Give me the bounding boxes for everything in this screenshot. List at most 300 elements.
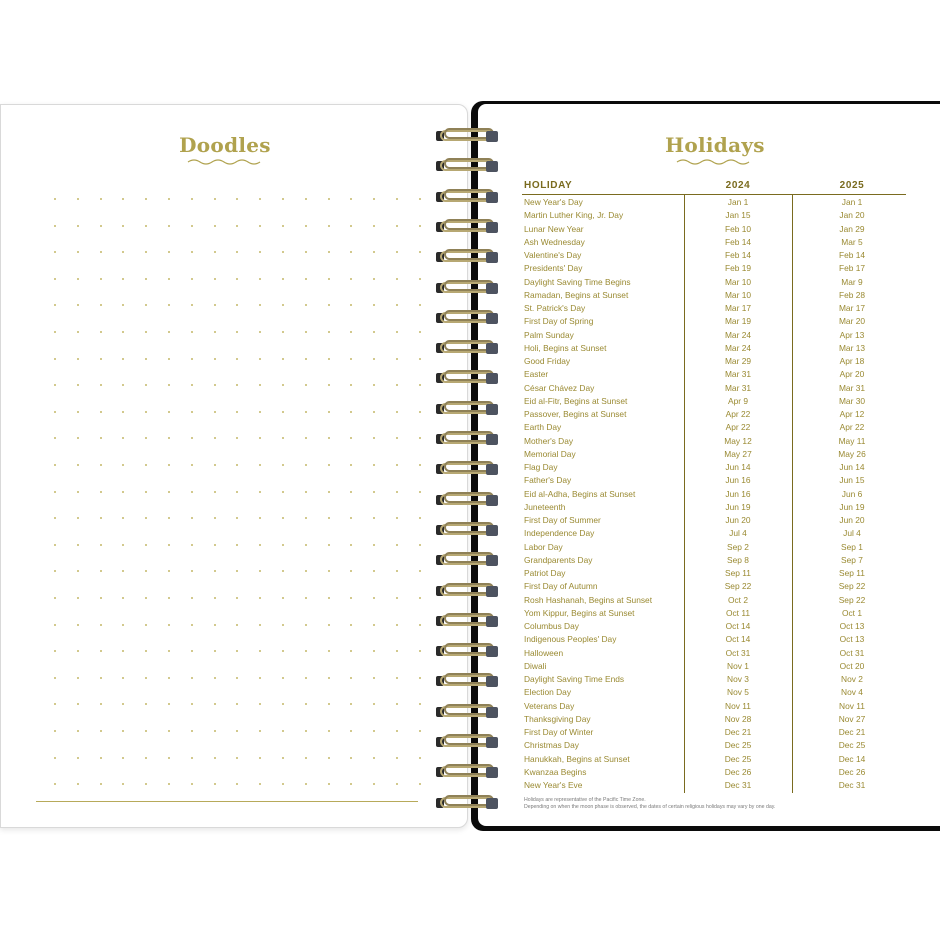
grid-dot xyxy=(214,251,216,253)
grid-dot xyxy=(373,304,375,306)
grid-dot xyxy=(77,677,79,679)
grid-dot xyxy=(328,278,330,280)
date-2025: Dec 21 xyxy=(838,727,866,737)
grid-dot xyxy=(419,225,421,227)
grid-dot xyxy=(145,464,147,466)
grid-dot xyxy=(419,730,421,732)
spiral-ring xyxy=(432,550,500,570)
grid-dot xyxy=(259,358,261,360)
grid-dot xyxy=(328,331,330,333)
grid-dot xyxy=(373,517,375,519)
grid-dot xyxy=(122,703,124,705)
grid-dot xyxy=(282,251,284,253)
table-row xyxy=(522,475,906,488)
grid-dot xyxy=(54,411,56,413)
grid-dot xyxy=(54,757,56,759)
grid-dot xyxy=(122,544,124,546)
date-2024: Oct 14 xyxy=(725,621,751,631)
grid-dot xyxy=(396,757,398,759)
date-2025: Feb 14 xyxy=(838,250,866,260)
date-2024: Jun 16 xyxy=(725,488,751,499)
date-2025: Nov 4 xyxy=(841,687,863,698)
grid-dot xyxy=(145,517,147,519)
grid-dot xyxy=(328,650,330,652)
grid-dot xyxy=(396,703,398,705)
grid-dot xyxy=(191,331,193,333)
grid-dot xyxy=(77,730,79,732)
spiral-ring xyxy=(432,278,500,298)
grid-dot xyxy=(54,278,56,280)
date-2025: Apr 20 xyxy=(839,369,865,380)
grid-dot xyxy=(145,650,147,652)
grid-dot xyxy=(328,703,330,705)
grid-dot xyxy=(328,251,330,253)
date-2024: Mar 24 xyxy=(724,329,752,340)
date-2024: Oct 14 xyxy=(725,634,751,645)
table-row xyxy=(522,634,906,647)
grid-dot xyxy=(282,757,284,759)
grid-dot xyxy=(214,384,216,386)
grid-dot xyxy=(328,730,330,732)
grid-dot xyxy=(419,437,421,439)
spiral-ring xyxy=(432,581,500,601)
grid-dot xyxy=(122,624,124,626)
grid-dot xyxy=(396,491,398,493)
grid-dot xyxy=(373,597,375,599)
grid-dot xyxy=(168,411,170,413)
date-2025: Dec 26 xyxy=(838,766,866,777)
grid-dot xyxy=(77,757,79,759)
grid-dot xyxy=(305,517,307,519)
date-2025: Sep 22 xyxy=(838,581,866,592)
grid-dot xyxy=(373,278,375,280)
grid-dot xyxy=(396,624,398,626)
date-2025: May 26 xyxy=(838,448,866,459)
grid-dot xyxy=(122,783,124,785)
holiday-name: First Day of Winter xyxy=(524,727,594,737)
date-2025: Oct 13 xyxy=(839,634,865,645)
table-row xyxy=(522,674,906,687)
grid-dot xyxy=(350,650,352,652)
grid-dot xyxy=(236,464,238,466)
date-2024: Dec 25 xyxy=(724,740,752,751)
holiday-name: Diwali xyxy=(524,660,547,671)
grid-dot xyxy=(191,703,193,705)
table-row xyxy=(522,701,906,714)
grid-dot xyxy=(214,411,216,413)
holiday-name: Daylight Saving Time Begins xyxy=(524,276,631,287)
doodles-title-wave xyxy=(186,158,266,166)
grid-dot xyxy=(191,491,193,493)
header-rule xyxy=(522,194,906,195)
date-2025: Sep 1 xyxy=(841,541,863,552)
grid-dot xyxy=(305,677,307,679)
date-2024: May 27 xyxy=(724,448,752,459)
spiral-ring xyxy=(432,490,500,510)
grid-dot xyxy=(236,331,238,333)
date-2024: Mar 31 xyxy=(724,369,752,380)
grid-dot xyxy=(396,597,398,599)
date-2024: May 12 xyxy=(724,435,752,446)
grid-dot xyxy=(236,677,238,679)
grid-dot xyxy=(145,570,147,572)
grid-dot xyxy=(54,730,56,732)
holiday-name: Christmas Day xyxy=(524,740,579,751)
grid-dot xyxy=(419,491,421,493)
grid-dot xyxy=(373,358,375,360)
grid-dot xyxy=(122,225,124,227)
grid-dot xyxy=(54,198,56,200)
table-row xyxy=(522,687,906,700)
table-row xyxy=(522,515,906,528)
grid-dot xyxy=(122,411,124,413)
grid-dot xyxy=(145,225,147,227)
grid-dot xyxy=(328,491,330,493)
grid-dot xyxy=(100,570,102,572)
grid-dot xyxy=(328,597,330,599)
grid-dot xyxy=(168,278,170,280)
table-row xyxy=(522,542,906,555)
grid-dot xyxy=(350,278,352,280)
date-2025: Jul 4 xyxy=(843,528,861,539)
grid-dot xyxy=(54,544,56,546)
holiday-name: Valentine's Day xyxy=(524,250,582,260)
date-2025: Mar 30 xyxy=(838,395,866,406)
spiral-ring xyxy=(432,429,500,449)
grid-dot xyxy=(122,384,124,386)
date-2024: Jul 4 xyxy=(729,528,747,539)
grid-dot xyxy=(373,251,375,253)
grid-dot xyxy=(373,544,375,546)
grid-dot xyxy=(373,570,375,572)
date-2024: Feb 10 xyxy=(724,223,752,234)
grid-dot xyxy=(100,650,102,652)
grid-dot xyxy=(305,544,307,546)
date-2025: Nov 27 xyxy=(838,713,866,724)
grid-dot xyxy=(122,437,124,439)
date-2024: Jan 1 xyxy=(727,197,749,207)
grid-dot xyxy=(54,331,56,333)
grid-dot xyxy=(373,225,375,227)
grid-dot xyxy=(77,624,79,626)
spiral-ring xyxy=(432,217,500,237)
grid-dot xyxy=(100,225,102,227)
grid-dot xyxy=(328,570,330,572)
spiral-ring xyxy=(432,762,500,782)
grid-dot xyxy=(350,757,352,759)
grid-dot xyxy=(191,730,193,732)
date-2024: Oct 2 xyxy=(727,594,748,605)
grid-dot xyxy=(350,304,352,306)
grid-dot xyxy=(305,358,307,360)
grid-dot xyxy=(305,411,307,413)
grid-dot xyxy=(168,304,170,306)
date-2025: Mar 13 xyxy=(838,342,866,353)
date-2025: Jun 15 xyxy=(839,475,865,486)
date-2024: Nov 1 xyxy=(727,660,749,671)
date-2024: Mar 19 xyxy=(724,316,752,327)
table-row xyxy=(522,780,906,793)
grid-dot xyxy=(214,570,216,572)
date-2025: Nov 11 xyxy=(839,700,865,711)
grid-dot xyxy=(419,597,421,599)
holiday-name: Father's Day xyxy=(524,475,572,486)
grid-dot xyxy=(282,597,284,599)
grid-dot xyxy=(122,251,124,253)
table-row xyxy=(522,581,906,594)
grid-dot xyxy=(328,677,330,679)
grid-dot xyxy=(54,597,56,599)
grid-dot xyxy=(168,517,170,519)
grid-dot xyxy=(122,677,124,679)
grid-dot xyxy=(168,225,170,227)
holiday-name: Daylight Saving Time Ends xyxy=(524,674,625,684)
grid-dot xyxy=(259,198,261,200)
grid-dot xyxy=(77,437,79,439)
grid-dot xyxy=(100,730,102,732)
table-row xyxy=(522,767,906,780)
date-2025: Feb 17 xyxy=(838,263,866,274)
grid-dot xyxy=(328,304,330,306)
holiday-name: Passover, Begins at Sunset xyxy=(524,409,627,419)
grid-dot xyxy=(328,198,330,200)
grid-dot xyxy=(305,650,307,652)
holiday-name: First Day of Summer xyxy=(524,515,601,525)
grid-dot xyxy=(145,597,147,599)
grid-dot xyxy=(236,491,238,493)
grid-dot xyxy=(328,624,330,626)
spiral-ring xyxy=(432,368,500,388)
date-2024: Nov 5 xyxy=(727,687,749,698)
holiday-name: Yom Kippur, Begins at Sunset xyxy=(524,607,635,618)
date-2025: Mar 9 xyxy=(841,276,863,287)
grid-dot xyxy=(191,757,193,759)
grid-dot xyxy=(191,278,193,280)
holiday-name: Indigenous Peoples' Day xyxy=(524,634,617,645)
grid-dot xyxy=(282,570,284,572)
grid-dot xyxy=(122,304,124,306)
holiday-name: Hanukkah, Begins at Sunset xyxy=(524,753,630,764)
grid-dot xyxy=(214,650,216,652)
grid-dot xyxy=(168,650,170,652)
date-2025: Apr 18 xyxy=(839,356,865,366)
grid-dot xyxy=(328,411,330,413)
grid-dot xyxy=(191,411,193,413)
grid-dot xyxy=(100,251,102,253)
holiday-name: Memorial Day xyxy=(524,448,576,459)
grid-dot xyxy=(259,544,261,546)
date-2024: Apr 9 xyxy=(727,395,749,406)
grid-dot xyxy=(77,597,79,599)
date-2025: Jan 20 xyxy=(839,210,865,221)
grid-dot xyxy=(282,491,284,493)
grid-dot xyxy=(373,677,375,679)
grid-dot xyxy=(168,198,170,200)
grid-dot xyxy=(168,331,170,333)
grid-dot xyxy=(396,304,398,306)
grid-dot xyxy=(100,597,102,599)
grid-dot xyxy=(100,384,102,386)
table-row xyxy=(522,263,906,276)
grid-dot xyxy=(282,331,284,333)
grid-dot xyxy=(100,624,102,626)
table-row xyxy=(522,250,906,263)
date-2025: Dec 14 xyxy=(838,753,866,764)
spiral-ring xyxy=(432,399,500,419)
grid-dot xyxy=(259,411,261,413)
date-2025: Mar 31 xyxy=(838,382,866,393)
grid-dot xyxy=(54,491,56,493)
grid-dot xyxy=(54,464,56,466)
date-2024: Nov 28 xyxy=(724,713,752,724)
grid-dot xyxy=(145,491,147,493)
grid-dot xyxy=(236,624,238,626)
holiday-name: Rosh Hashanah, Begins at Sunset xyxy=(524,594,653,605)
grid-dot xyxy=(282,544,284,546)
holiday-name: Holi, Begins at Sunset xyxy=(524,342,607,353)
dot-grid xyxy=(42,190,422,790)
grid-dot xyxy=(419,517,421,519)
grid-dot xyxy=(145,358,147,360)
grid-dot xyxy=(214,730,216,732)
date-2024: Mar 10 xyxy=(724,276,752,287)
grid-dot xyxy=(305,730,307,732)
spiral-ring xyxy=(432,156,500,176)
date-2025: Jun 20 xyxy=(839,515,865,525)
grid-dot xyxy=(145,544,147,546)
grid-dot xyxy=(122,358,124,360)
grid-dot xyxy=(100,703,102,705)
grid-dot xyxy=(168,677,170,679)
grid-dot xyxy=(373,783,375,785)
table-row xyxy=(522,528,906,541)
grid-dot xyxy=(396,411,398,413)
grid-dot xyxy=(54,358,56,360)
grid-dot xyxy=(328,358,330,360)
grid-dot xyxy=(419,251,421,253)
date-2024: Dec 26 xyxy=(724,766,752,777)
table-row xyxy=(522,648,906,661)
grid-dot xyxy=(214,624,216,626)
date-2024: Mar 17 xyxy=(724,303,752,313)
grid-dot xyxy=(419,358,421,360)
grid-dot xyxy=(419,198,421,200)
grid-dot xyxy=(305,491,307,493)
grid-dot xyxy=(214,278,216,280)
grid-dot xyxy=(145,411,147,413)
holiday-name: Thanksgiving Day xyxy=(524,713,591,724)
grid-dot xyxy=(259,225,261,227)
spiral-ring xyxy=(432,126,500,146)
grid-dot xyxy=(259,517,261,519)
grid-dot xyxy=(236,411,238,413)
date-2025: Jun 6 xyxy=(841,488,863,499)
date-2025: Jan 29 xyxy=(839,223,865,234)
grid-dot xyxy=(168,251,170,253)
grid-dot xyxy=(214,437,216,439)
grid-dot xyxy=(100,677,102,679)
date-2024: Sep 2 xyxy=(727,541,749,552)
grid-dot xyxy=(214,358,216,360)
spiral-ring xyxy=(432,732,500,752)
grid-dot xyxy=(328,384,330,386)
date-2025: Jun 14 xyxy=(839,462,865,472)
date-2025: Oct 31 xyxy=(839,647,865,658)
holiday-name: Presidents' Day xyxy=(524,263,583,274)
grid-dot xyxy=(122,278,124,280)
grid-dot xyxy=(214,331,216,333)
grid-dot xyxy=(259,570,261,572)
date-2025: Nov 2 xyxy=(841,674,863,684)
grid-dot xyxy=(373,384,375,386)
date-2025: Apr 22 xyxy=(839,422,865,433)
grid-dot xyxy=(214,464,216,466)
doodles-title: Doodles xyxy=(179,133,271,157)
table-row xyxy=(522,303,906,316)
grid-dot xyxy=(236,225,238,227)
grid-dot xyxy=(214,491,216,493)
grid-dot xyxy=(350,491,352,493)
grid-dot xyxy=(282,464,284,466)
grid-dot xyxy=(305,304,307,306)
date-2025: Feb 28 xyxy=(838,289,866,300)
grid-dot xyxy=(419,411,421,413)
grid-dot xyxy=(305,570,307,572)
grid-dot xyxy=(214,304,216,306)
table-row xyxy=(522,449,906,462)
table-row xyxy=(522,290,906,303)
grid-dot xyxy=(350,677,352,679)
grid-dot xyxy=(236,304,238,306)
holiday-name: Eid al-Fitr, Begins at Sunset xyxy=(524,395,628,406)
grid-dot xyxy=(122,570,124,572)
holiday-name: St. Patrick's Day xyxy=(524,303,586,313)
grid-dot xyxy=(282,703,284,705)
date-2024: Mar 29 xyxy=(724,356,752,366)
spiral-ring xyxy=(432,611,500,631)
grid-dot xyxy=(145,278,147,280)
grid-dot xyxy=(214,757,216,759)
grid-dot xyxy=(259,730,261,732)
grid-dot xyxy=(77,570,79,572)
grid-dot xyxy=(282,783,284,785)
holiday-name: Palm Sunday xyxy=(524,329,574,340)
date-2025: Mar 5 xyxy=(841,236,863,247)
grid-dot xyxy=(100,278,102,280)
grid-dot xyxy=(396,358,398,360)
grid-dot xyxy=(168,358,170,360)
grid-dot xyxy=(77,783,79,785)
grid-dot xyxy=(259,278,261,280)
grid-dot xyxy=(168,783,170,785)
grid-dot xyxy=(396,464,398,466)
grid-dot xyxy=(100,544,102,546)
holiday-name: First Day of Autumn xyxy=(524,581,598,592)
grid-dot xyxy=(305,757,307,759)
grid-dot xyxy=(396,198,398,200)
grid-dot xyxy=(145,251,147,253)
spiral-ring xyxy=(432,702,500,722)
grid-dot xyxy=(214,225,216,227)
grid-dot xyxy=(282,411,284,413)
grid-dot xyxy=(100,358,102,360)
date-2024: Sep 22 xyxy=(724,581,752,592)
holiday-name: Labor Day xyxy=(524,541,563,552)
holiday-name: Kwanzaa Begins xyxy=(524,766,587,777)
grid-dot xyxy=(282,624,284,626)
table-row xyxy=(522,396,906,409)
grid-dot xyxy=(100,517,102,519)
